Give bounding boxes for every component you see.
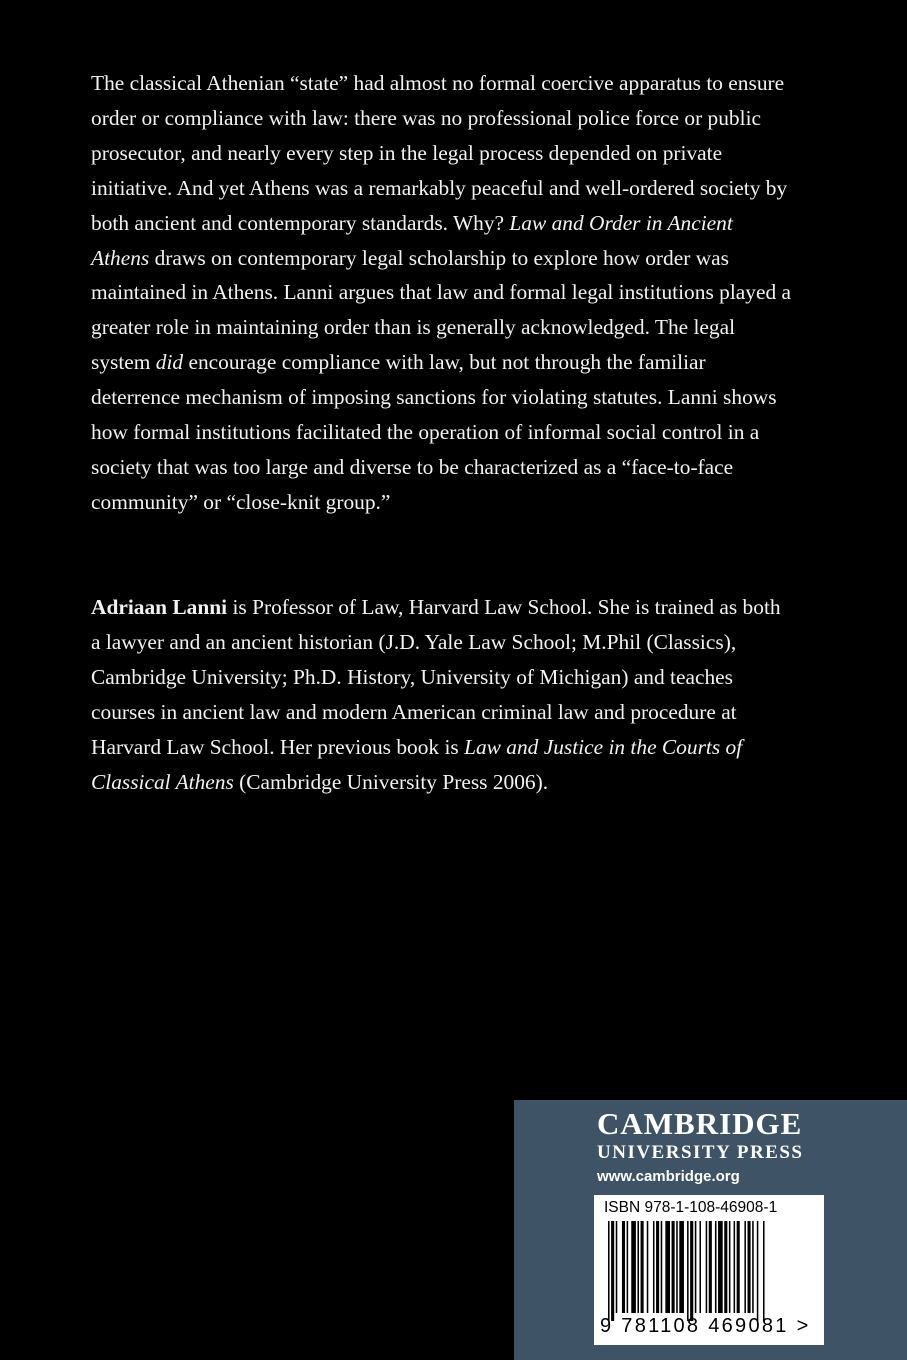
emphasis-did: did	[155, 350, 184, 375]
barcode-panel	[594, 1195, 824, 1345]
description-text-3: encourage compliance with law, but not through the familiar deterrence mechanism of imposing sanctions for violating statutes. Lanni shows how formal institutions facilitated the operation of informal social control in a society that was too large and diverse to be characterized as a “face-to-face community” or “close-knit group.”	[91, 350, 777, 514]
book-description	[91, 66, 791, 520]
barcode-bar	[763, 1221, 765, 1321]
barcode-bar	[656, 1221, 659, 1313]
barcode-bar	[631, 1221, 636, 1313]
barcode-bar	[647, 1221, 649, 1313]
barcode-bar	[724, 1221, 727, 1313]
barcode-bar	[729, 1221, 731, 1313]
barcode-bar	[695, 1221, 697, 1313]
barcode-bar	[687, 1221, 689, 1321]
barcode-bar	[690, 1221, 693, 1321]
barcode-bar	[734, 1221, 736, 1313]
publisher-url: www.cambridge.org	[597, 1168, 740, 1185]
bio-text-2: (Cambridge University Press 2006).	[233, 769, 549, 794]
barcode-bar	[665, 1221, 670, 1313]
publisher-subname: UNIVERSITY PRESS	[597, 1142, 804, 1163]
barcode-bars	[608, 1221, 808, 1321]
barcode-bar	[699, 1221, 701, 1313]
description-text-2: draws on contemporary legal scholarship to explore how order was maintained in Athens. Lanni argues that law and formal legal institutions played a greater role in maintaining order than is generally acknowledged. The legal system	[91, 245, 791, 375]
barcode-bar	[718, 1221, 723, 1313]
author-bio	[91, 590, 791, 799]
barcode-bar	[752, 1221, 754, 1313]
publisher-name: CAMBRIDGE	[597, 1106, 803, 1141]
barcode-bar	[744, 1221, 746, 1313]
barcode-bar	[709, 1221, 712, 1313]
barcode-bar	[641, 1221, 644, 1313]
barcode-bar	[622, 1221, 625, 1313]
barcode-bar	[706, 1221, 708, 1313]
barcode-bar	[757, 1221, 759, 1321]
previous-book-title: Law and Justice in the Courts of Classical Athens	[91, 734, 743, 794]
barcode-bar	[616, 1221, 618, 1313]
barcode-bar	[637, 1221, 639, 1313]
barcode-bar	[737, 1221, 740, 1313]
barcode-bar	[715, 1221, 717, 1313]
book-title-italic: Law and Order in Ancient Athens	[91, 210, 733, 270]
barcode-bar	[627, 1221, 629, 1313]
barcode-bar	[672, 1221, 675, 1313]
barcode-bar	[661, 1221, 663, 1313]
barcode-digits: 9 781108 469081 >	[600, 1315, 811, 1337]
description-text-1: The classical Athenian “state” had almost no formal coercive apparatus to ensure order or compliance with law: there was no professional police force or public prosecutor, and nearly every step in the legal process depended on private initiative. And yet Athens was a remarkably peaceful and well-ordered society by both ancient and contemporary standards. Why?	[91, 71, 788, 235]
barcode-bar	[653, 1221, 655, 1313]
publisher-box	[514, 1100, 907, 1360]
barcode-bar	[608, 1221, 610, 1321]
barcode-bar	[611, 1221, 614, 1321]
bio-text-1: is Professor of Law, Harvard Law School. She is trained as both a lawyer and an ancient historian (J.D. Yale Law School; M.Phil (Classics), Cambridge University; Ph.D. History, University of Michigan) and teaches courses in ancient law and modern American criminal law and procedure at Harvard Law School. Her previous book is	[91, 595, 781, 759]
author-name: Adriaan Lanni	[91, 595, 228, 619]
barcode-bar	[748, 1221, 751, 1313]
isbn-label: ISBN 978-1-108-46908-1	[604, 1199, 778, 1216]
barcode-bar	[679, 1221, 684, 1313]
barcode-bar	[676, 1221, 678, 1313]
